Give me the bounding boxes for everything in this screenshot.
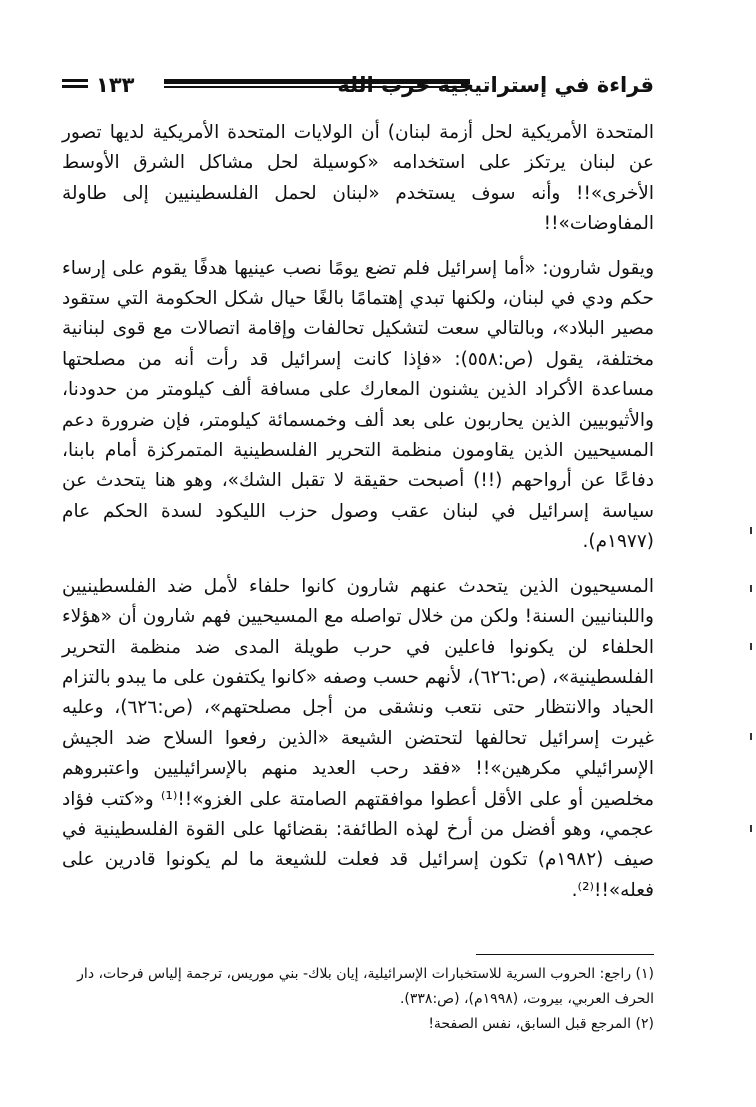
page-number-mark bbox=[62, 79, 88, 91]
edge-mark bbox=[750, 825, 752, 832]
footnotes bbox=[62, 962, 654, 1037]
page-header bbox=[62, 66, 654, 106]
edge-mark bbox=[750, 643, 752, 650]
body-text bbox=[62, 118, 654, 906]
edge-mark bbox=[750, 585, 752, 592]
paragraph-3: المسيحيون الذين يتحدث عنهم شارون كانوا حلفاء لأمل ضد الفلسطينيين واللبنانيين السنة! ولكن من خلال تواصله مع المسيحيين فهم شارون أن «هؤلاء الحلفاء لن يكونوا فاعلين في حرب طويلة المدى ضد منظمة التحرير الفلسطينية»، (ص:٦٢٦)، لأنهم حسب وصفه «كانوا يكتفون على ما يبدو بالتزام الحياد والانتظار حتى نتعب ونشقى من أجل مصلحتهم»، (ص:٦٢٦)، وعليه غيرت إسرائيل تحالفها لتحتضن الشيعة «الذين رفعوا السلاح ضد الجيش الإسرائيلي مكرهين»!! «فقد رحب العديد منهم بالإسرائيليين واعتبروهم مخلصين أو على الأقل أعطوا موافقتهم الصامتة على الغزو»!!⁽¹⁾ و«كتب فؤاد عجمي، وهو أفضل من أرخ لهذه الطائفة: بقضائها على القوة الفلسطينية في صيف (١٩٨٢م) تكون إسرائيل قد فعلت للشيعة ما لم يكونوا قادرين على فعله»!!⁽²⁾. bbox=[62, 575, 654, 901]
paragraph-1: المتحدة الأمريكية لحل أزمة لبنان) أن الولايات المتحدة الأمريكية لديها تصور عن لبنان يرتكز على استخدامه «كوسيلة لحل مشاكل الشرق الأوسط الأخرى»!! وأنه سوف يستخدم «لبنان لحمل الفلسطينيين إلى طاولة المفاوضات»!! bbox=[62, 122, 654, 235]
page-number: ١٣٣ bbox=[96, 73, 135, 97]
running-title: قراءة في إستراتيجية حزب الله bbox=[337, 73, 654, 97]
edge-mark bbox=[750, 733, 752, 740]
footnote-2: (٢) المرجع قبل السابق، نفس الصفحة! bbox=[428, 1016, 654, 1032]
footnote-separator bbox=[476, 954, 654, 955]
edge-mark bbox=[750, 527, 752, 534]
paragraph-2: ويقول شارون: «أما إسرائيل فلم تضع يومًا نصب عينيها هدفًا يقوم على إرساء حكم ودي في لبنان، ولكنها تبدي إهتمامًا بالغًا حيال شكل الحكومة التي ستقود مصير البلاد»، وبالتالي سعت لتشكيل تحالفات وإقامة اتصالات مع قوى لبنانية مختلفة، يقول (ص:٥٥٨): «فإذا كانت إسرائيل قد رأت أنه من مصلحتها مساعدة الأكراد الذين يشنون المعارك على مسافة ألف كيلومتر من حدودنا، والأثيوبيين الذين يحاربون على بعد ألف وخمسمائة كيلومتر، فإن ضرورة دعم المسيحيين الذين يقاومون منظمة التحرير الفلسطينية المتمركزة أمام بابنا، دفاعًا عن أرواحهم (!!) أصبحت حقيقة لا تقبل الشك»، وهو هنا يتحدث عن سياسة إسرائيل في لبنان عقب وصول حزب الليكود لسدة الحكم عام (١٩٧٧م). bbox=[62, 257, 655, 553]
footnote-1: (١) راجع: الحروب السرية للاستخبارات الإسرائيلية، إيان بلاك- بني موريس، ترجمة إلياس فرحات، دار الحرف العربي، بيروت، (١٩٩٨م)، (ص:٣٣٨). bbox=[77, 966, 654, 1007]
